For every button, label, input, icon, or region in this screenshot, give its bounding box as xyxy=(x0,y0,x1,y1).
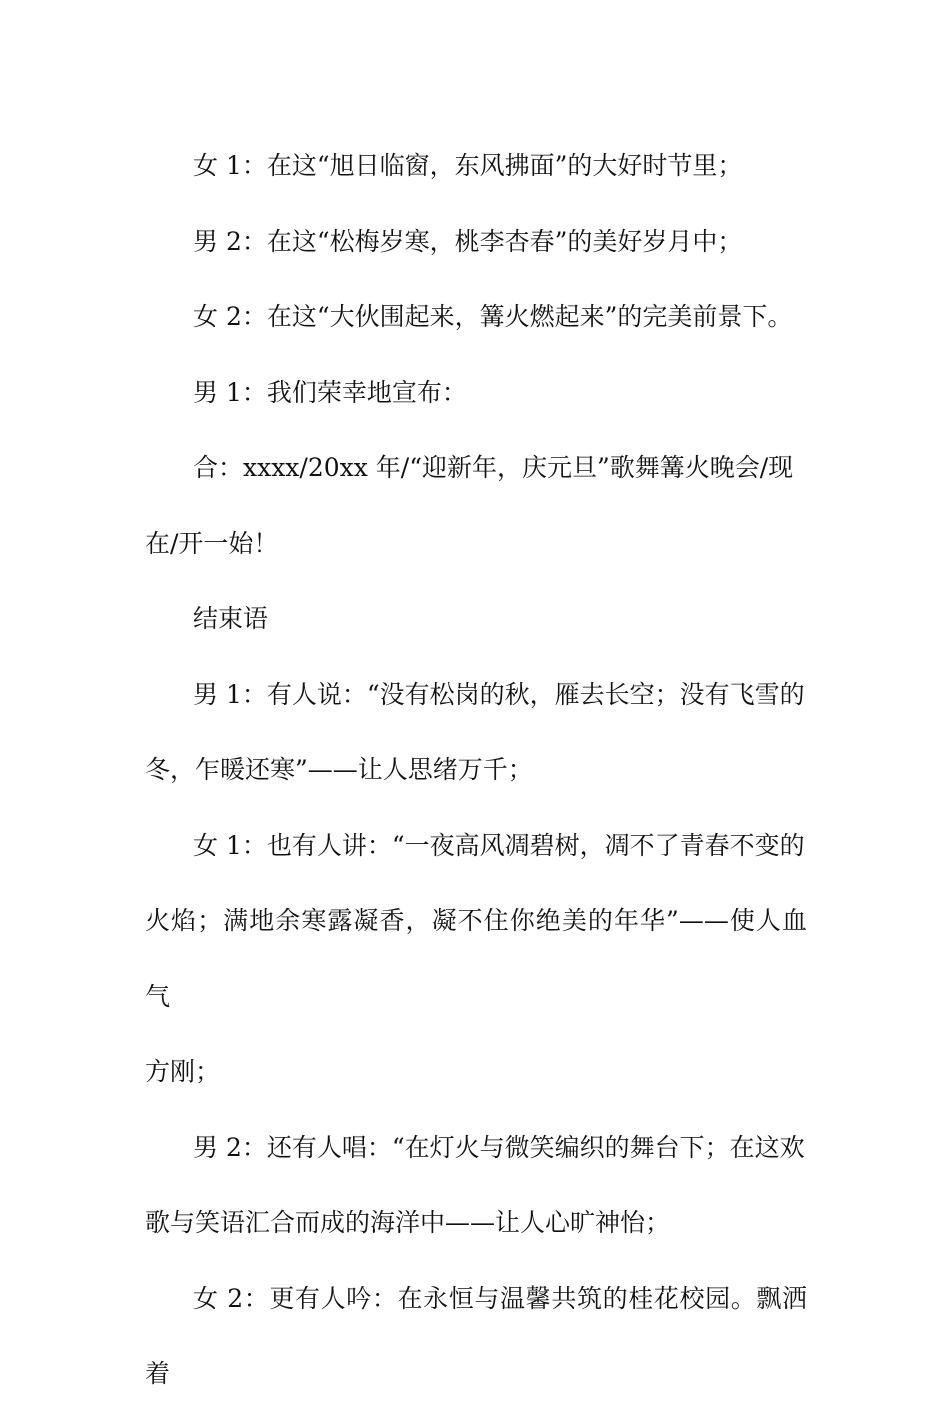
paragraph-line: 在/开一始！ xyxy=(145,528,279,558)
section-heading-closing xyxy=(145,581,807,657)
paragraph-line: 女 2：在这“大伙围起来，篝火燃起来”的完美前景下。 xyxy=(193,302,793,331)
section-heading: 结束语 xyxy=(193,604,269,633)
paragraph-female2-opening xyxy=(145,279,807,355)
paragraph-line: 合：xxxx/20xx 年/“迎新年，庆元旦”歌舞篝火晚会/现 xyxy=(193,453,794,482)
paragraph-line: 火焰；满地余寒露凝香，凝不住你绝美的年华”——使人血气 xyxy=(145,906,807,1011)
paragraph-line: 男 1：有人说：“没有松岗的秋，雁去长空；没有飞雪的 xyxy=(193,679,805,709)
paragraph-female1-opening xyxy=(145,128,807,204)
paragraph-line: 冬，乍暖还寒”——让人思绪万千； xyxy=(145,755,533,784)
paragraph-male1-announcement xyxy=(145,355,807,431)
paragraph-line: 女 2：更有人吟：在永恒与温馨共筑的桂花校园。飘洒着 xyxy=(145,1283,807,1388)
paragraph-line: 女 1：在这“旭日临窗，东风拂面”的大好时节里； xyxy=(193,151,743,180)
paragraph-line: 男 1：我们荣幸地宣布： xyxy=(193,377,467,407)
paragraph-male1-closing xyxy=(145,657,807,808)
paragraph-line: 方刚； xyxy=(145,1057,221,1086)
paragraph-line: 女 1：也有人讲：“一夜高风凋碧树，凋不了青春不变的 xyxy=(193,830,805,860)
paragraph-male2-closing xyxy=(145,1110,807,1261)
paragraph-line: 男 2：还有人唱：“在灯火与微笑编织的舞台下；在这欢 xyxy=(193,1132,805,1162)
paragraph-chorus xyxy=(145,430,807,581)
paragraph-female2-closing xyxy=(145,1261,807,1412)
paragraph-male2-opening xyxy=(145,204,807,280)
paragraph-female1-closing xyxy=(145,808,807,1110)
paragraph-line: 歌与笑语汇合而成的海洋中——让人心旷神怡； xyxy=(145,1208,671,1237)
paragraph-line: 男 2：在这“松梅岁寒，桃李杏春”的美好岁月中； xyxy=(193,226,743,256)
document-body xyxy=(145,128,807,1412)
